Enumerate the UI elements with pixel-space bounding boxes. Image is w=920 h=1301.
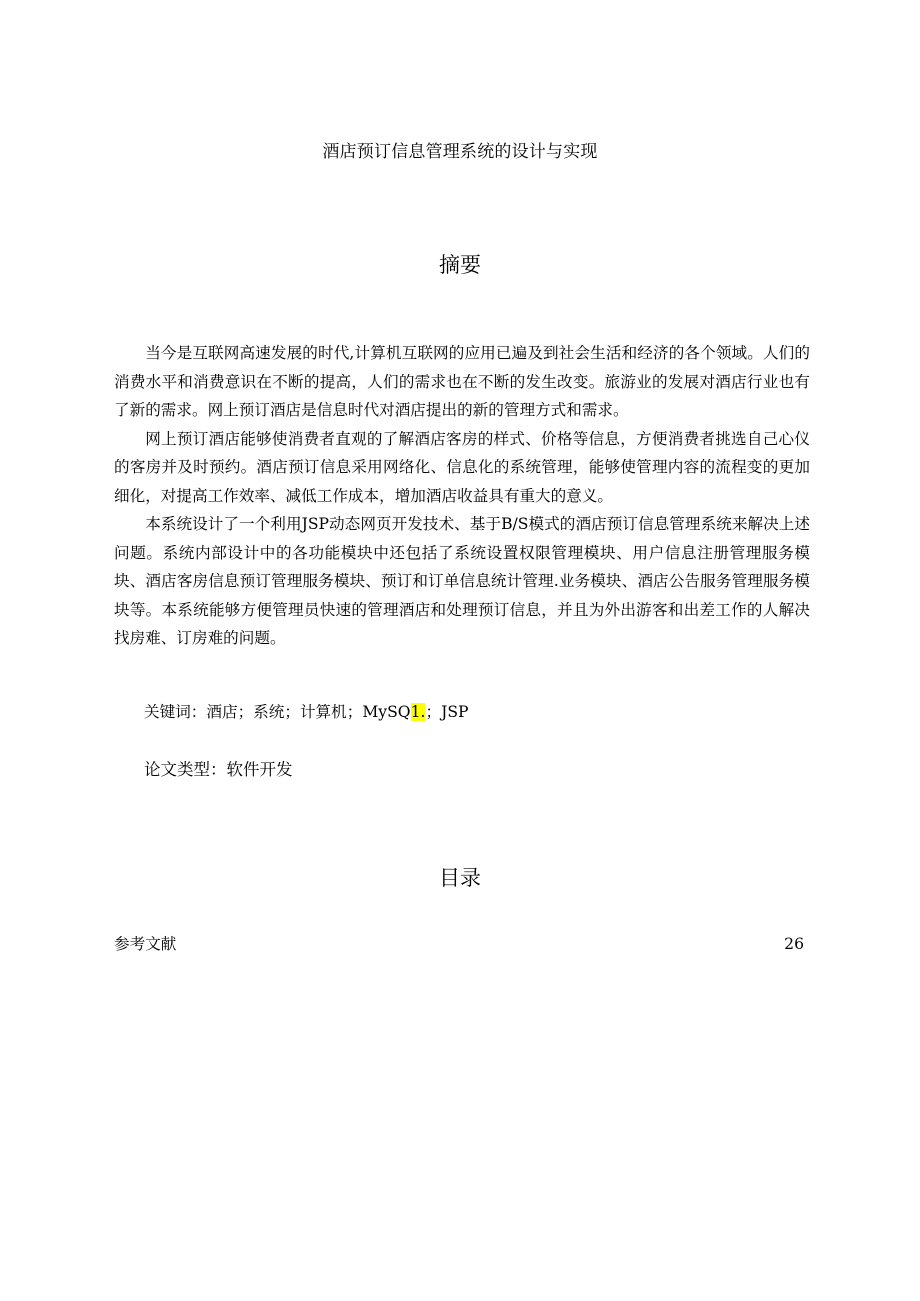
document-title: 酒店预订信息管理系统的设计与实现 [322, 142, 598, 162]
abstract-paragraph-3: 本系统设计了一个利用JSP动态网页开发技术、基于B/S模式的酒店预订信息管理系统来解决上述问题。系统内部设计中的各功能模块中还包括了系统设置权限管理模块、用户信息注册管理服务模块、酒店客房信息预订管理服务模块、预订和订单信息统计管理.业务模块、酒店公告服务管理服务模块等。本系统能够方便管理员快速的管理酒店和处理预订信息，并且为外出游客和出差工作的人解决找房难、订房难的问题。 [114, 515, 810, 647]
abstract-paragraph-1: 当今是互联网高速发展的时代,计算机互联网的应用已遍及到社会生活和经济的各个领域。人们的消费水平和消费意识在不断的提高，人们的需求也在不断的发生改变。旅游业的发展对酒店行业也有了新的需求。网上预订酒店是信息时代对酒店提出的新的管理方式和需求。 [114, 344, 810, 419]
abstract-body [114, 339, 810, 653]
toc-entry[interactable] [114, 931, 804, 957]
keywords-text-end: ；JSP [425, 703, 469, 721]
keywords-highlight: 1. [410, 703, 426, 721]
paper-type-line: 论文类型：软件开发 [144, 760, 293, 779]
abstract-paragraph-2: 网上预订酒店能够使消费者直观的了解酒店客房的样式、价格等信息，方便消费者挑选自己心仪的客房并及时预约。酒店预订信息采用网络化、信息化的系统管理，能够使管理内容的流程变的更加细化，对提高工作效率、减低工作成本，增加酒店收益具有重大的意义。 [114, 429, 810, 505]
keywords-line [144, 699, 469, 725]
toc-entry-page: 26 [784, 935, 804, 953]
toc-entry-label: 参考文献 [114, 935, 177, 953]
keywords-label: 关键词： [144, 703, 207, 721]
toc-heading: 目录 [439, 866, 481, 890]
abstract-heading: 摘要 [439, 253, 481, 277]
keywords-text: 酒店；系统；计算机；MySQ [206, 703, 411, 721]
